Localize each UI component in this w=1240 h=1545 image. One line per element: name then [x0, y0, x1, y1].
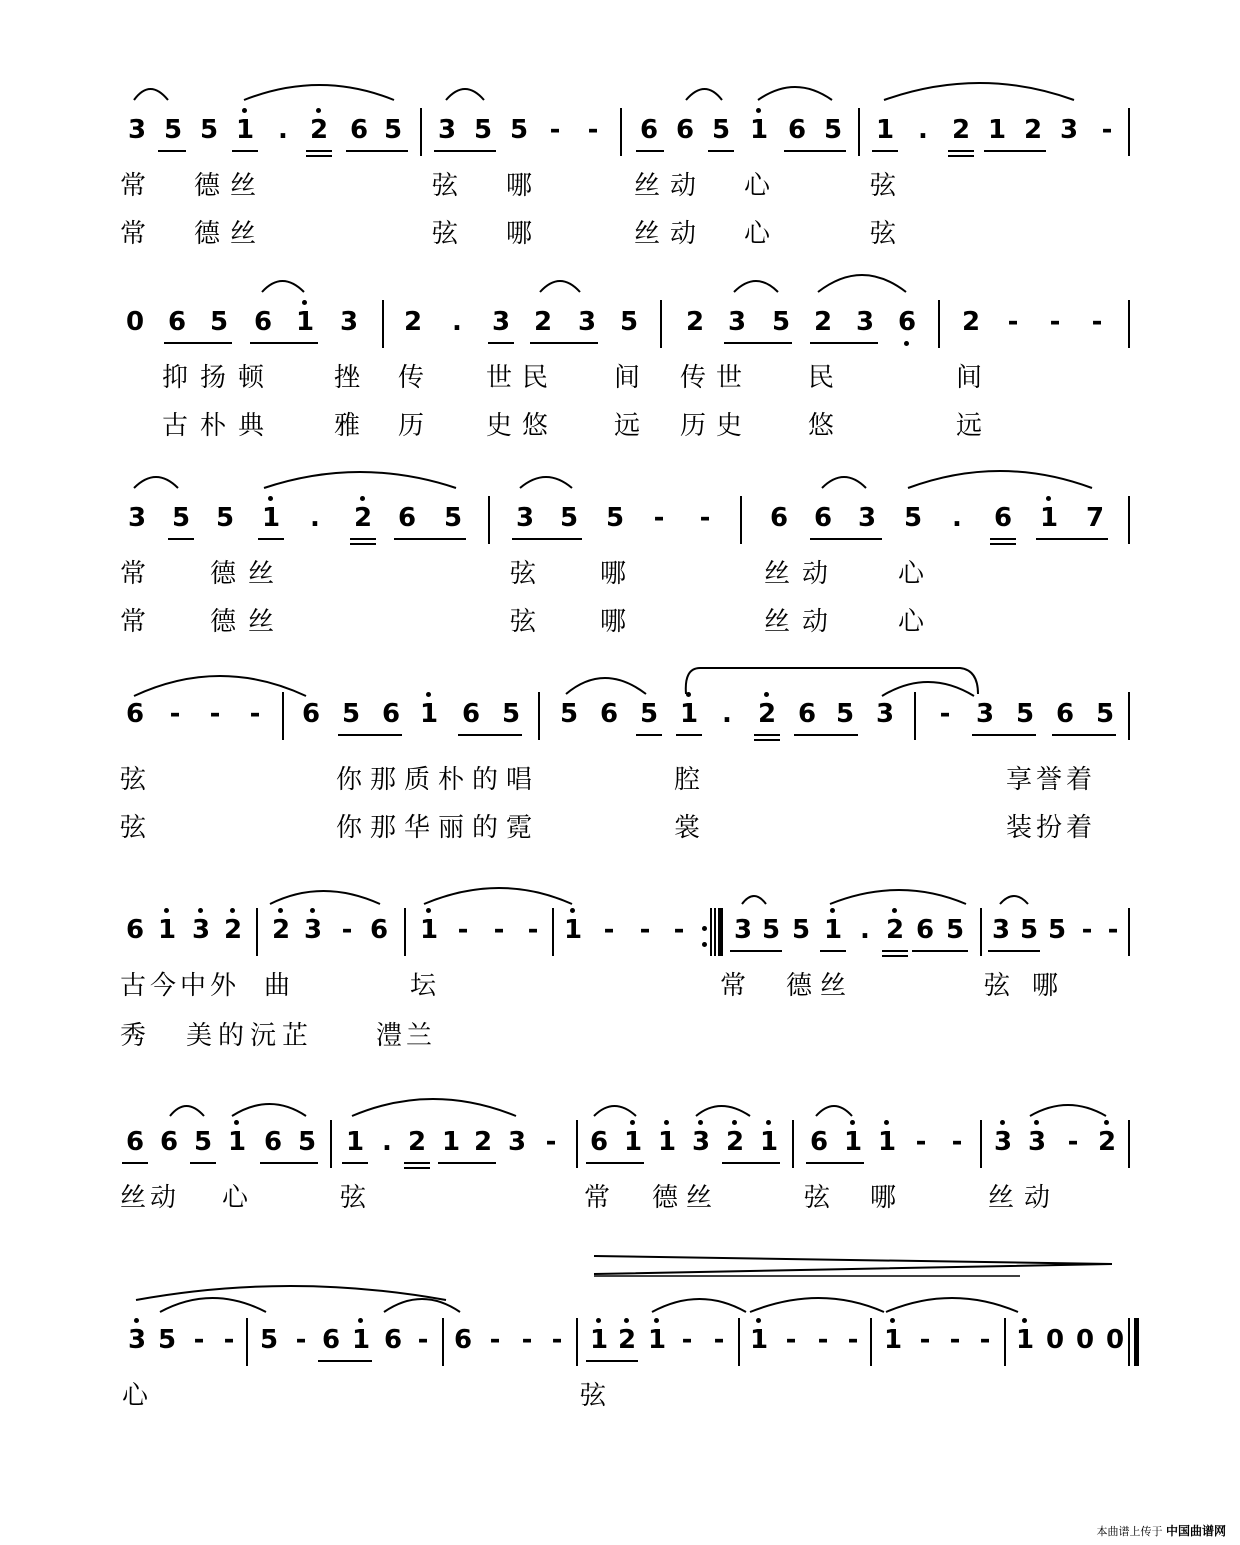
note: -	[817, 1325, 829, 1355]
note: 5	[157, 1325, 177, 1355]
credit-prefix: 本曲谱上传于	[1096, 1525, 1163, 1538]
lyric-word: 秀	[120, 1021, 147, 1051]
note: 3	[686, 1126, 716, 1158]
note: 3	[298, 914, 328, 946]
note: .	[918, 115, 928, 145]
lyric-word: 常	[120, 607, 147, 637]
notes	[0, 1310, 1240, 1370]
note: -	[209, 699, 221, 729]
lyric-word: 德丝	[652, 1183, 721, 1213]
lyric-word: 丝动	[764, 607, 841, 637]
lyric-word: 弦	[340, 1183, 367, 1213]
note: 1	[256, 502, 286, 534]
note: 5	[473, 115, 493, 145]
note: 5	[171, 503, 191, 533]
note: 0	[1105, 1325, 1125, 1355]
note: 3	[122, 1324, 152, 1356]
note: 5	[1015, 699, 1035, 729]
lyric-word: 你那华丽的霓	[336, 813, 541, 843]
note: 2	[218, 914, 248, 946]
note: -	[919, 1325, 931, 1355]
note: .	[278, 115, 288, 145]
note: 1	[414, 914, 444, 946]
note: 1	[838, 1126, 868, 1158]
notes	[0, 100, 1240, 160]
lyric-word: 常	[720, 971, 747, 1001]
note: 6	[369, 915, 389, 945]
note: -	[939, 699, 951, 729]
lyric-word: 历	[398, 411, 425, 441]
note: 2	[407, 1127, 427, 1157]
note: 5	[823, 115, 843, 145]
note: 1	[744, 114, 774, 146]
note: 5	[163, 115, 183, 145]
note: 3	[1059, 115, 1079, 145]
note: 1	[345, 1127, 365, 1157]
lyric-word: 弦哪	[984, 971, 1081, 1001]
score-line-5	[0, 880, 1240, 1070]
lyric-word: 世民	[486, 363, 559, 393]
note: 6	[167, 307, 187, 337]
note: -	[681, 1325, 693, 1355]
note: -	[951, 1127, 963, 1157]
note: 1	[222, 1126, 252, 1158]
note: 1	[346, 1324, 376, 1356]
lyric-word: 弦	[432, 171, 459, 201]
lyric-word: 曲	[264, 971, 291, 1001]
score-line-2	[0, 272, 1240, 462]
note: -	[193, 1325, 205, 1355]
note: 3	[991, 915, 1011, 945]
note: 3	[515, 503, 535, 533]
note: 2	[951, 115, 971, 145]
note: -	[1007, 307, 1019, 337]
note: 5	[711, 115, 731, 145]
lyric-word: 弦	[510, 607, 537, 637]
note: 3	[988, 1126, 1018, 1158]
lyric-verse-2	[0, 218, 1240, 258]
note: 3	[727, 307, 747, 337]
note: .	[452, 307, 462, 337]
note: -	[603, 915, 615, 945]
note: .	[382, 1127, 392, 1157]
note: -	[713, 1325, 725, 1355]
note: -	[1091, 307, 1103, 337]
note: 7	[1085, 503, 1105, 533]
lyric-word: 坛	[410, 971, 437, 1001]
lyric-word: 心	[222, 1183, 249, 1213]
note: 5	[903, 503, 923, 533]
note: -	[1081, 915, 1093, 945]
score-line-4	[0, 664, 1240, 854]
lyric-word: 弦	[120, 813, 147, 843]
lyric-word: 美的沅芷	[186, 1021, 315, 1051]
note: -	[489, 1325, 501, 1355]
note: 6	[813, 503, 833, 533]
note: 1	[642, 1324, 672, 1356]
note: -	[417, 1325, 429, 1355]
notes	[0, 900, 1240, 960]
note: 5	[297, 1127, 317, 1157]
lyric-word: 民	[808, 363, 835, 393]
note: 1	[872, 1126, 902, 1158]
note: 6	[453, 1325, 473, 1355]
note: 3	[507, 1127, 527, 1157]
note: 1	[744, 1324, 774, 1356]
note: 2	[266, 914, 296, 946]
lyric-word: 抑扬顿	[162, 363, 277, 393]
note: 5	[215, 503, 235, 533]
note: -	[587, 115, 599, 145]
lyric-word: 古今中外	[120, 971, 241, 1001]
note: 3	[975, 699, 995, 729]
note: -	[639, 915, 651, 945]
lyric-word: 丝动	[988, 1183, 1061, 1213]
note: 1	[1034, 502, 1064, 534]
lyric-verse-1	[0, 764, 1240, 804]
lyric-word: 丝动	[120, 1183, 181, 1213]
note: 2	[720, 1126, 750, 1158]
note: 3	[127, 503, 147, 533]
note: 1	[230, 114, 260, 146]
note: -	[915, 1127, 927, 1157]
lyric-word: 心	[122, 1381, 149, 1411]
note: 5	[1095, 699, 1115, 729]
note: 1	[878, 1324, 908, 1356]
note: 6	[675, 115, 695, 145]
note: 6	[993, 503, 1013, 533]
note: 1	[152, 914, 182, 946]
note: 5	[559, 503, 579, 533]
note: 3	[577, 307, 597, 337]
note: 5	[193, 1127, 213, 1157]
lyric-word: 远	[956, 411, 983, 441]
lyric-word: 哪	[506, 219, 533, 249]
note: 2	[1092, 1126, 1122, 1158]
note: 3	[491, 307, 511, 337]
note: 5	[509, 115, 529, 145]
note: -	[979, 1325, 991, 1355]
note: -	[847, 1325, 859, 1355]
note: 5	[771, 307, 791, 337]
lyric-word: 间	[956, 363, 983, 393]
note: -	[457, 915, 469, 945]
note: 5	[945, 915, 965, 945]
note: 3	[733, 915, 753, 945]
lyric-word: 史悠	[486, 411, 559, 441]
lyric-verse-2	[0, 410, 1240, 450]
lyric-word: 弦	[580, 1381, 607, 1411]
note: 2	[533, 307, 553, 337]
lyric-verse-1	[0, 170, 1240, 210]
note: 6	[1055, 699, 1075, 729]
lyric-word: 雅	[334, 411, 361, 441]
lyric-word: 哪	[506, 171, 533, 201]
note: 5	[501, 699, 521, 729]
lyric-word: 远	[614, 411, 641, 441]
note: 1	[558, 914, 588, 946]
note: -	[223, 1325, 235, 1355]
lyric-word: 弦	[120, 765, 147, 795]
note: -	[785, 1325, 797, 1355]
lyric-word: 弦	[510, 559, 537, 589]
lyric-word: 澧兰	[376, 1021, 437, 1051]
note: 0	[1045, 1325, 1065, 1355]
note: 5	[619, 307, 639, 337]
lyric-word: 弦	[870, 171, 897, 201]
note: 6	[253, 307, 273, 337]
note: -	[295, 1325, 307, 1355]
note: 6	[381, 699, 401, 729]
notes	[0, 292, 1240, 352]
note: 5	[835, 699, 855, 729]
lyric-word: 历史	[680, 411, 753, 441]
lyric-word: 德丝	[786, 971, 855, 1001]
note: 3	[875, 699, 895, 729]
note: 2	[685, 307, 705, 337]
lyric-word: 裳	[674, 813, 701, 843]
lyric-word: 丝动	[634, 171, 707, 201]
lyric-word: 传	[398, 363, 425, 393]
note: 6	[915, 915, 935, 945]
note: 1	[987, 115, 1007, 145]
note: 6	[397, 503, 417, 533]
site-logo: 中国曲谱网	[1165, 1524, 1226, 1538]
note: -	[1107, 915, 1119, 945]
note: 5	[209, 307, 229, 337]
note: 0	[125, 307, 145, 337]
lyric-verse-1	[0, 970, 1240, 1010]
lyric-word: 享誉着	[1006, 765, 1097, 795]
lyric-word: 古朴典	[162, 411, 277, 441]
lyric-word: 德丝	[210, 607, 287, 637]
note: -	[653, 503, 665, 533]
lyric-word: 心	[744, 171, 771, 201]
note: 1	[290, 306, 320, 338]
lyric-word: 丝动	[634, 219, 707, 249]
note: 5	[259, 1325, 279, 1355]
note: 2	[813, 307, 833, 337]
lyric-verse-2	[0, 606, 1240, 646]
note: -	[249, 699, 261, 729]
note: 2	[612, 1324, 642, 1356]
note: 6	[263, 1127, 283, 1157]
lyric-word: 弦	[870, 219, 897, 249]
note: 2	[752, 698, 782, 730]
note: 5	[199, 115, 219, 145]
note: -	[551, 1325, 563, 1355]
note: -	[493, 915, 505, 945]
lyric-word: 弦哪	[804, 1183, 937, 1213]
note: 6	[125, 915, 145, 945]
note: 1	[652, 1126, 682, 1158]
note: -	[169, 699, 181, 729]
note: 6	[769, 503, 789, 533]
note: .	[722, 699, 732, 729]
lyric-verse-1	[0, 1182, 1240, 1222]
note: 1	[618, 1126, 648, 1158]
lyric-word: 心	[898, 559, 925, 589]
note: 5	[383, 115, 403, 145]
lyric-word: 悠	[808, 411, 835, 441]
note: -	[341, 915, 353, 945]
note: 6	[301, 699, 321, 729]
lyric-verse-2	[0, 1020, 1240, 1060]
note: -	[1101, 115, 1113, 145]
lyric-word: 常	[120, 171, 147, 201]
note: 1	[674, 698, 704, 730]
note: -	[1049, 307, 1061, 337]
note: 3	[1022, 1126, 1052, 1158]
note: 2	[961, 307, 981, 337]
note: 2	[304, 114, 334, 146]
lyric-word: 德丝	[210, 559, 287, 589]
lyric-word: 间	[614, 363, 641, 393]
note: .	[952, 503, 962, 533]
lyric-word: 德丝	[194, 171, 267, 201]
note: 5	[605, 503, 625, 533]
note: 6	[383, 1325, 403, 1355]
note: 2	[403, 307, 423, 337]
note: -	[949, 1325, 961, 1355]
note: -	[673, 915, 685, 945]
note: 6	[349, 115, 369, 145]
note: 2	[348, 502, 378, 534]
note: 6	[639, 115, 659, 145]
note: -	[699, 503, 711, 533]
notes	[0, 488, 1240, 548]
note: 3	[855, 307, 875, 337]
note: 3	[857, 503, 877, 533]
note: 6	[787, 115, 807, 145]
lyric-verse-1	[0, 1380, 1240, 1420]
lyric-verse-1	[0, 362, 1240, 402]
note: 5	[791, 915, 811, 945]
note: 5	[1047, 915, 1067, 945]
lyric-word: 丝动	[764, 559, 841, 589]
note: 2	[880, 914, 910, 946]
note: 6	[321, 1325, 341, 1355]
lyric-word: 弦	[432, 219, 459, 249]
note: 6	[892, 306, 922, 338]
lyric-word: 常	[120, 219, 147, 249]
lyric-word: 常	[584, 1183, 611, 1213]
notes	[0, 684, 1240, 744]
note: 6	[599, 699, 619, 729]
lyric-word: 哪	[600, 607, 627, 637]
lyric-verse-1	[0, 558, 1240, 598]
score-line-1	[0, 80, 1240, 270]
note: 3	[437, 115, 457, 145]
note: 5	[341, 699, 361, 729]
lyric-word: 心	[898, 607, 925, 637]
lyric-word: 传世	[680, 363, 753, 393]
note: 1	[754, 1126, 784, 1158]
lyric-word: 哪	[600, 559, 627, 589]
note: -	[549, 115, 561, 145]
lyric-word: 心	[744, 219, 771, 249]
note: 6	[461, 699, 481, 729]
note: .	[860, 915, 870, 945]
lyric-word: 常	[120, 559, 147, 589]
upload-credit	[1096, 1522, 1226, 1539]
note: 6	[125, 1127, 145, 1157]
note: 3	[339, 307, 359, 337]
note: -	[1067, 1127, 1079, 1157]
lyric-word: 德丝	[194, 219, 267, 249]
note: 6	[589, 1127, 609, 1157]
note: -	[527, 915, 539, 945]
note: 1	[584, 1324, 614, 1356]
lyric-verse-2	[0, 812, 1240, 852]
note: 3	[186, 914, 216, 946]
lyric-word: 装扮着	[1006, 813, 1097, 843]
note: 6	[809, 1127, 829, 1157]
note: 6	[125, 699, 145, 729]
note: 1	[1010, 1324, 1040, 1356]
score-line-3	[0, 468, 1240, 658]
note: 5	[639, 699, 659, 729]
note: 5	[761, 915, 781, 945]
notes	[0, 1112, 1240, 1172]
note: 2	[1023, 115, 1043, 145]
note: -	[521, 1325, 533, 1355]
note: 1	[818, 914, 848, 946]
note: 1	[414, 698, 444, 730]
note: .	[310, 503, 320, 533]
score-line-7	[0, 1250, 1240, 1440]
note: 5	[559, 699, 579, 729]
note: 5	[1019, 915, 1039, 945]
lyric-word: 你那质朴的唱	[336, 765, 541, 795]
note: 6	[797, 699, 817, 729]
note: 3	[127, 115, 147, 145]
note: 1	[441, 1127, 461, 1157]
note: 1	[875, 115, 895, 145]
note: 6	[159, 1127, 179, 1157]
note: 0	[1075, 1325, 1095, 1355]
lyric-word: 腔	[674, 765, 701, 795]
note: 2	[473, 1127, 493, 1157]
note: 5	[443, 503, 463, 533]
note: -	[545, 1127, 557, 1157]
lyric-word: 挫	[334, 363, 361, 393]
